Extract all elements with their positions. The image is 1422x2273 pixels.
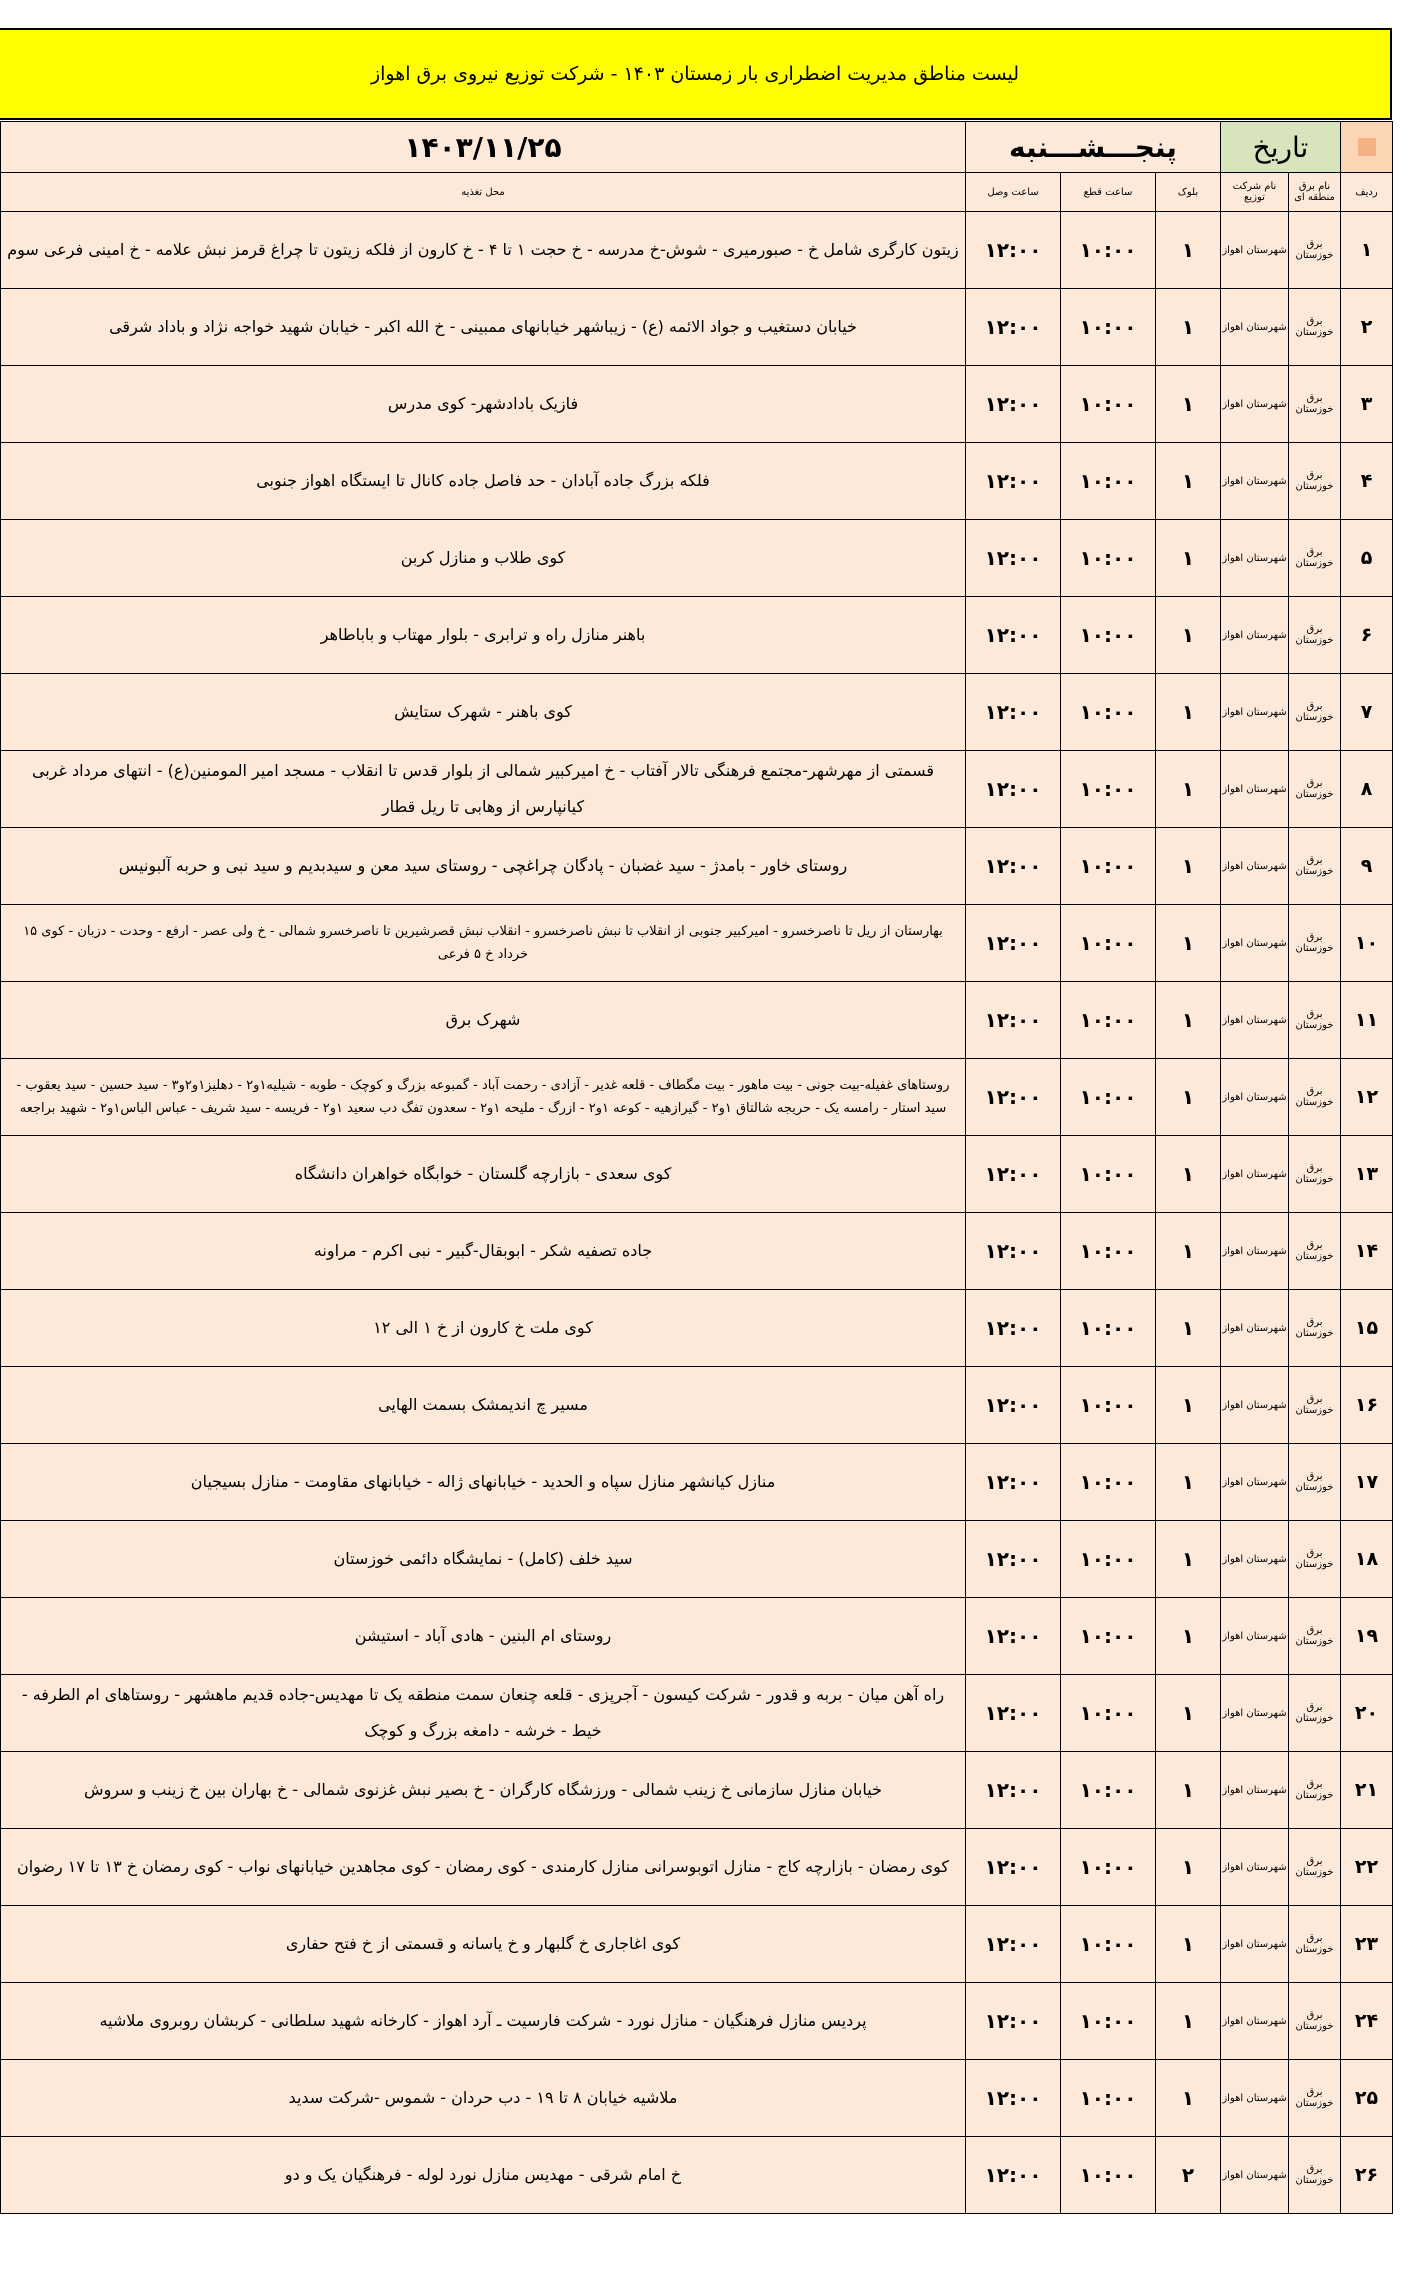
region-name: برق خوزستان [1289, 443, 1341, 520]
table-row [1, 1906, 1393, 1983]
cut-time: ۱۰:۰۰ [1061, 1059, 1156, 1136]
block-number: ۱ [1156, 982, 1221, 1059]
area-description: جاده تصفیه شکر - ابوبقال-گبیر - نبی اکرم - مراونه [1, 1213, 966, 1290]
region-name: برق خوزستان [1289, 1829, 1341, 1906]
connect-time: ۱۲:۰۰ [966, 212, 1061, 289]
cut-time: ۱۰:۰۰ [1061, 1367, 1156, 1444]
block-number: ۲ [1156, 2137, 1221, 2214]
table-row [1, 1598, 1393, 1675]
region-name: برق خوزستان [1289, 2060, 1341, 2137]
block-number: ۱ [1156, 1906, 1221, 1983]
region-name: برق خوزستان [1289, 1675, 1341, 1752]
region-name: برق خوزستان [1289, 751, 1341, 828]
connect-time: ۱۲:۰۰ [966, 597, 1061, 674]
region-name: برق خوزستان [1289, 1598, 1341, 1675]
block-number: ۱ [1156, 1521, 1221, 1598]
company-name: شهرستان اهواز [1221, 1521, 1289, 1598]
area-description: کوی طلاب و منازل کربن [1, 520, 966, 597]
block-number: ۱ [1156, 751, 1221, 828]
company-name: شهرستان اهواز [1221, 1213, 1289, 1290]
region-name: برق خوزستان [1289, 982, 1341, 1059]
row-number: ۲۴ [1341, 1983, 1393, 2060]
area-description: منازل کیانشهر منازل سپاه و الحدید - خیابانهای ژاله - خیابانهای مقاومت - منازل بسیجیان [1, 1444, 966, 1521]
company-name: شهرستان اهواز [1221, 597, 1289, 674]
area-description: خیابان منازل سازمانی خ زینب شمالی - ورزشگاه کارگران - خ بصیر نبش غزنوی شمالی - خ بهاران بین خ زینب و سروش [1, 1752, 966, 1829]
table-row [1, 520, 1393, 597]
row-number: ۵ [1341, 520, 1393, 597]
company-name: شهرستان اهواز [1221, 212, 1289, 289]
schedule-table [0, 121, 1393, 2214]
area-description: کوی ملت خ کارون از خ ۱ الی ۱۲ [1, 1290, 966, 1367]
table-row [1, 597, 1393, 674]
row-number: ۲۰ [1341, 1675, 1393, 1752]
company-name: شهرستان اهواز [1221, 1367, 1289, 1444]
date-value: ۱۴۰۳/۱۱/۲۵ [1, 122, 966, 173]
company-name: شهرستان اهواز [1221, 1906, 1289, 1983]
area-description: خ امام شرقی - مهدیس منازل نورد لوله - فرهنگیان یک و دو [1, 2137, 966, 2214]
row-number: ۲۵ [1341, 2060, 1393, 2137]
cut-time: ۱۰:۰۰ [1061, 597, 1156, 674]
date-label: تاریخ [1221, 122, 1341, 173]
row-number: ۱۹ [1341, 1598, 1393, 1675]
cut-time: ۱۰:۰۰ [1061, 1444, 1156, 1521]
row-number: ۴ [1341, 443, 1393, 520]
cut-time: ۱۰:۰۰ [1061, 366, 1156, 443]
header-region: نام برق منطقه ای [1289, 173, 1341, 212]
row-number: ۱۸ [1341, 1521, 1393, 1598]
company-name: شهرستان اهواز [1221, 828, 1289, 905]
table-row [1, 289, 1393, 366]
date-row [1, 122, 1393, 173]
connect-time: ۱۲:۰۰ [966, 520, 1061, 597]
cut-time: ۱۰:۰۰ [1061, 1290, 1156, 1367]
region-name: برق خوزستان [1289, 2137, 1341, 2214]
region-name: برق خوزستان [1289, 828, 1341, 905]
table-row [1, 751, 1393, 828]
region-name: برق خوزستان [1289, 674, 1341, 751]
table-row [1, 1675, 1393, 1752]
connect-time: ۱۲:۰۰ [966, 1290, 1061, 1367]
block-number: ۱ [1156, 828, 1221, 905]
area-description: کوی سعدی - بازارچه گلستان - خوابگاه خواهران دانشگاه [1, 1136, 966, 1213]
connect-time: ۱۲:۰۰ [966, 443, 1061, 520]
connect-time: ۱۲:۰۰ [966, 828, 1061, 905]
row-number: ۱۵ [1341, 1290, 1393, 1367]
cut-time: ۱۰:۰۰ [1061, 905, 1156, 982]
row-number: ۱۰ [1341, 905, 1393, 982]
connect-time: ۱۲:۰۰ [966, 982, 1061, 1059]
region-name: برق خوزستان [1289, 520, 1341, 597]
row-number: ۲۳ [1341, 1906, 1393, 1983]
header-row [1, 173, 1393, 212]
cut-time: ۱۰:۰۰ [1061, 982, 1156, 1059]
area-description: روستای ام البنین - هادی آباد - استیشن [1, 1598, 966, 1675]
region-name: برق خوزستان [1289, 1367, 1341, 1444]
cut-time: ۱۰:۰۰ [1061, 212, 1156, 289]
row-number: ۲ [1341, 289, 1393, 366]
cut-time: ۱۰:۰۰ [1061, 520, 1156, 597]
title-bar [0, 28, 1392, 120]
region-name: برق خوزستان [1289, 1290, 1341, 1367]
block-number: ۱ [1156, 520, 1221, 597]
block-number: ۱ [1156, 597, 1221, 674]
table-row [1, 828, 1393, 905]
cut-time: ۱۰:۰۰ [1061, 1906, 1156, 1983]
connect-time: ۱۲:۰۰ [966, 366, 1061, 443]
block-number: ۱ [1156, 443, 1221, 520]
company-name: شهرستان اهواز [1221, 982, 1289, 1059]
area-description: شهرک برق [1, 982, 966, 1059]
block-number: ۱ [1156, 905, 1221, 982]
cut-time: ۱۰:۰۰ [1061, 1598, 1156, 1675]
row-number: ۱۱ [1341, 982, 1393, 1059]
cut-time: ۱۰:۰۰ [1061, 674, 1156, 751]
cut-time: ۱۰:۰۰ [1061, 1213, 1156, 1290]
table-row [1, 982, 1393, 1059]
cut-time: ۱۰:۰۰ [1061, 443, 1156, 520]
connect-time: ۱۲:۰۰ [966, 1598, 1061, 1675]
company-name: شهرستان اهواز [1221, 1444, 1289, 1521]
table-row [1, 443, 1393, 520]
connect-time: ۱۲:۰۰ [966, 1829, 1061, 1906]
area-description: قسمتی از مهرشهر-مجتمع فرهنگی تالار آفتاب - خ امیرکبیر شمالی از بلوار قدس تا انقلاب - مسجد امیر المومنین(ع) - انتهای مرداد غربی کیانپارس از وهابی تا ریل قطار [1, 751, 966, 828]
connect-time: ۱۲:۰۰ [966, 905, 1061, 982]
block-number: ۱ [1156, 1213, 1221, 1290]
area-description: کوی باهنر - شهرک ستایش [1, 674, 966, 751]
block-number: ۱ [1156, 1752, 1221, 1829]
row-number: ۹ [1341, 828, 1393, 905]
connect-time: ۱۲:۰۰ [966, 1521, 1061, 1598]
cut-time: ۱۰:۰۰ [1061, 2137, 1156, 2214]
region-name: برق خوزستان [1289, 366, 1341, 443]
table-row [1, 1290, 1393, 1367]
block-number: ۱ [1156, 1598, 1221, 1675]
area-description: باهنر منازل راه و ترابری - بلوار مهتاب و باباطاهر [1, 597, 966, 674]
cut-time: ۱۰:۰۰ [1061, 1752, 1156, 1829]
row-number: ۲۶ [1341, 2137, 1393, 2214]
region-name: برق خوزستان [1289, 1136, 1341, 1213]
table-row [1, 1059, 1393, 1136]
area-description: پردیس منازل فرهنگیان - منازل نورد - شرکت فارسیت ـ آرد اهواز - کارخانه شهید سلطانی - کربشان روبروی ملاشیه [1, 1983, 966, 2060]
header-connect-time: ساعت وصل [966, 173, 1061, 212]
area-description: مسیر چ اندیمشک بسمت الهایی [1, 1367, 966, 1444]
table-row [1, 366, 1393, 443]
company-name: شهرستان اهواز [1221, 1598, 1289, 1675]
cut-time: ۱۰:۰۰ [1061, 1136, 1156, 1213]
block-number: ۱ [1156, 1444, 1221, 1521]
cut-time: ۱۰:۰۰ [1061, 1675, 1156, 1752]
company-name: شهرستان اهواز [1221, 905, 1289, 982]
company-name: شهرستان اهواز [1221, 520, 1289, 597]
company-name: شهرستان اهواز [1221, 2060, 1289, 2137]
header-company: نام شرکت توزیع [1221, 173, 1289, 212]
table-row [1, 1213, 1393, 1290]
block-number: ۱ [1156, 366, 1221, 443]
block-number: ۱ [1156, 674, 1221, 751]
company-name: شهرستان اهواز [1221, 1136, 1289, 1213]
block-number: ۱ [1156, 1829, 1221, 1906]
company-name: شهرستان اهواز [1221, 1829, 1289, 1906]
area-description: راه آهن میان - بربه و قدور - شرکت کیسون - آجرپزی - قلعه چنعان سمت منطقه یک تا مهدیس-جاده قدیم ماهشهر - روستاهای ام الطرفه - خیط - خرشه - دامغه بزرگ و کوچک [1, 1675, 966, 1752]
row-number: ۱۳ [1341, 1136, 1393, 1213]
connect-time: ۱۲:۰۰ [966, 2060, 1061, 2137]
connect-time: ۱۲:۰۰ [966, 1906, 1061, 1983]
company-name: شهرستان اهواز [1221, 1290, 1289, 1367]
connect-time: ۱۲:۰۰ [966, 1983, 1061, 2060]
cut-time: ۱۰:۰۰ [1061, 2060, 1156, 2137]
connect-time: ۱۲:۰۰ [966, 1444, 1061, 1521]
company-name: شهرستان اهواز [1221, 1752, 1289, 1829]
area-description: کوی رمضان - بازارچه کاج - منازل اتوبوسرانی منازل کارمندی - کوی رمضان - کوی مجاهدین خیابانهای نواب - کوی رمضان خ ۱۳ تا ۱۷ رضوان [1, 1829, 966, 1906]
row-number: ۲۱ [1341, 1752, 1393, 1829]
connect-time: ۱۲:۰۰ [966, 1059, 1061, 1136]
block-number: ۱ [1156, 289, 1221, 366]
area-description: روستای خاور - بامدژ - سید غضبان - پادگان چراغچی - روستای سید معن و سیدبدیم و سید نبی و حربه آلبونیس [1, 828, 966, 905]
row-number: ۶ [1341, 597, 1393, 674]
row-number: ۱۴ [1341, 1213, 1393, 1290]
connect-time: ۱۲:۰۰ [966, 1136, 1061, 1213]
block-number: ۱ [1156, 1675, 1221, 1752]
table-row [1, 905, 1393, 982]
region-name: برق خوزستان [1289, 1521, 1341, 1598]
company-name: شهرستان اهواز [1221, 751, 1289, 828]
company-name: شهرستان اهواز [1221, 674, 1289, 751]
company-name: شهرستان اهواز [1221, 2137, 1289, 2214]
area-description: کوی اغاجاری خ گلبهار و خ یاسانه و قسمتی از خ فتح حفاری [1, 1906, 966, 1983]
connect-time: ۱۲:۰۰ [966, 674, 1061, 751]
company-name: شهرستان اهواز [1221, 1675, 1289, 1752]
table-row [1, 1136, 1393, 1213]
table-row [1, 2137, 1393, 2214]
table-row [1, 1521, 1393, 1598]
cut-time: ۱۰:۰۰ [1061, 289, 1156, 366]
region-name: برق خوزستان [1289, 905, 1341, 982]
company-name: شهرستان اهواز [1221, 289, 1289, 366]
cut-time: ۱۰:۰۰ [1061, 1983, 1156, 2060]
table-row [1, 1829, 1393, 1906]
block-number: ۱ [1156, 1059, 1221, 1136]
table-row [1, 2060, 1393, 2137]
connect-time: ۱۲:۰۰ [966, 1752, 1061, 1829]
table-row [1, 1983, 1393, 2060]
row-number: ۳ [1341, 366, 1393, 443]
table-row [1, 212, 1393, 289]
connect-time: ۱۲:۰۰ [966, 289, 1061, 366]
region-name: برق خوزستان [1289, 1059, 1341, 1136]
area-description: خیابان دستغیب و جواد الائمه (ع) - زیباشهر خیابانهای ممبینی - خ الله اکبر - خیابان شهید خواجه نژاد و باداد شرقی [1, 289, 966, 366]
header-row-number: ردیف [1341, 173, 1393, 212]
region-name: برق خوزستان [1289, 289, 1341, 366]
company-name: شهرستان اهواز [1221, 366, 1289, 443]
region-name: برق خوزستان [1289, 1983, 1341, 2060]
day-name: پنجـــشـــنبه [966, 122, 1221, 173]
area-description: زیتون کارگری شامل خ - صبورمیری - شوش-خ مدرسه - خ حجت ۱ تا ۴ - خ کارون از فلکه زیتون تا چراغ قرمز نبش علامه - خ امینی فرعی سوم [1, 212, 966, 289]
block-number: ۱ [1156, 2060, 1221, 2137]
company-name: شهرستان اهواز [1221, 443, 1289, 520]
connect-time: ۱۲:۰۰ [966, 2137, 1061, 2214]
cut-time: ۱۰:۰۰ [1061, 751, 1156, 828]
area-description: سید خلف (کامل) - نمایشگاه دائمی خوزستان [1, 1521, 966, 1598]
region-name: برق خوزستان [1289, 1444, 1341, 1521]
row-number: ۱ [1341, 212, 1393, 289]
block-number: ۱ [1156, 1290, 1221, 1367]
region-name: برق خوزستان [1289, 1752, 1341, 1829]
header-block: بلوک [1156, 173, 1221, 212]
connect-time: ۱۲:۰۰ [966, 1213, 1061, 1290]
region-name: برق خوزستان [1289, 212, 1341, 289]
block-number: ۱ [1156, 212, 1221, 289]
row-number: ۷ [1341, 674, 1393, 751]
cut-time: ۱۰:۰۰ [1061, 1829, 1156, 1906]
row-number: ۱۷ [1341, 1444, 1393, 1521]
page-title: لیست مناطق مدیریت اضطراری بار زمستان ۱۴۰۳ - شرکت توزیع نیروی برق اهواز [370, 63, 1020, 85]
block-number: ۱ [1156, 1983, 1221, 2060]
region-name: برق خوزستان [1289, 1906, 1341, 1983]
region-name: برق خوزستان [1289, 1213, 1341, 1290]
company-name: شهرستان اهواز [1221, 1059, 1289, 1136]
table-row [1, 674, 1393, 751]
cut-time: ۱۰:۰۰ [1061, 1521, 1156, 1598]
region-name: برق خوزستان [1289, 597, 1341, 674]
row-number: ۱۲ [1341, 1059, 1393, 1136]
block-number: ۱ [1156, 1136, 1221, 1213]
connect-time: ۱۲:۰۰ [966, 751, 1061, 828]
row-number: ۱۶ [1341, 1367, 1393, 1444]
corner-cell [1341, 122, 1393, 173]
corner-marker [1358, 138, 1376, 156]
connect-time: ۱۲:۰۰ [966, 1675, 1061, 1752]
area-description: روستاهای غفیله-بیت جونی - بیت ماهور - بیت مگطاف - قلعه غدیر - آزادی - رحمت آباد - گمبوعه بزرگ و کوچک - طوبه - شیلیه۱و۲ - دهلیز۱و۲و۳ - سید حسین - سید یعقوب - سید استار - رامسه یک - حریجه شالتاق ۱و۲ - گیرازهیه - کوعه ۱و۲ - ازرگ - ملیحه ۱و۲ - سعدون تفگ دب سعید ۱و۲ - فریسه - سید شریف - عباس الباس۱و۲ - شهید براجعه [1, 1059, 966, 1136]
area-description: بهارستان از ریل تا ناصرخسرو - امیرکبیر جنوبی از انقلاب تا نبش ناصرخسرو - انقلاب نبش قصرشیرین تا ناصرخسرو شمالی - خ ولی عصر - ارفع - وحدت - دزبان - کوی ۱۵ خرداد خ ۵ فرعی [1, 905, 966, 982]
area-description: فازیک بادادشهر- کوی مدرس [1, 366, 966, 443]
table-row [1, 1752, 1393, 1829]
table-row [1, 1367, 1393, 1444]
cut-time: ۱۰:۰۰ [1061, 828, 1156, 905]
area-description: ملاشیه خیابان ۸ تا ۱۹ - دب حردان - شموس -شرکت سدید [1, 2060, 966, 2137]
block-number: ۱ [1156, 1367, 1221, 1444]
header-cut-time: ساعت قطع [1061, 173, 1156, 212]
header-area: محل تغذیه [1, 173, 966, 212]
table-row [1, 1444, 1393, 1521]
connect-time: ۱۲:۰۰ [966, 1367, 1061, 1444]
area-description: فلکه بزرگ جاده آبادان - حد فاصل جاده کانال تا ایستگاه اهواز جنوبی [1, 443, 966, 520]
row-number: ۲۲ [1341, 1829, 1393, 1906]
company-name: شهرستان اهواز [1221, 1983, 1289, 2060]
row-number: ۸ [1341, 751, 1393, 828]
